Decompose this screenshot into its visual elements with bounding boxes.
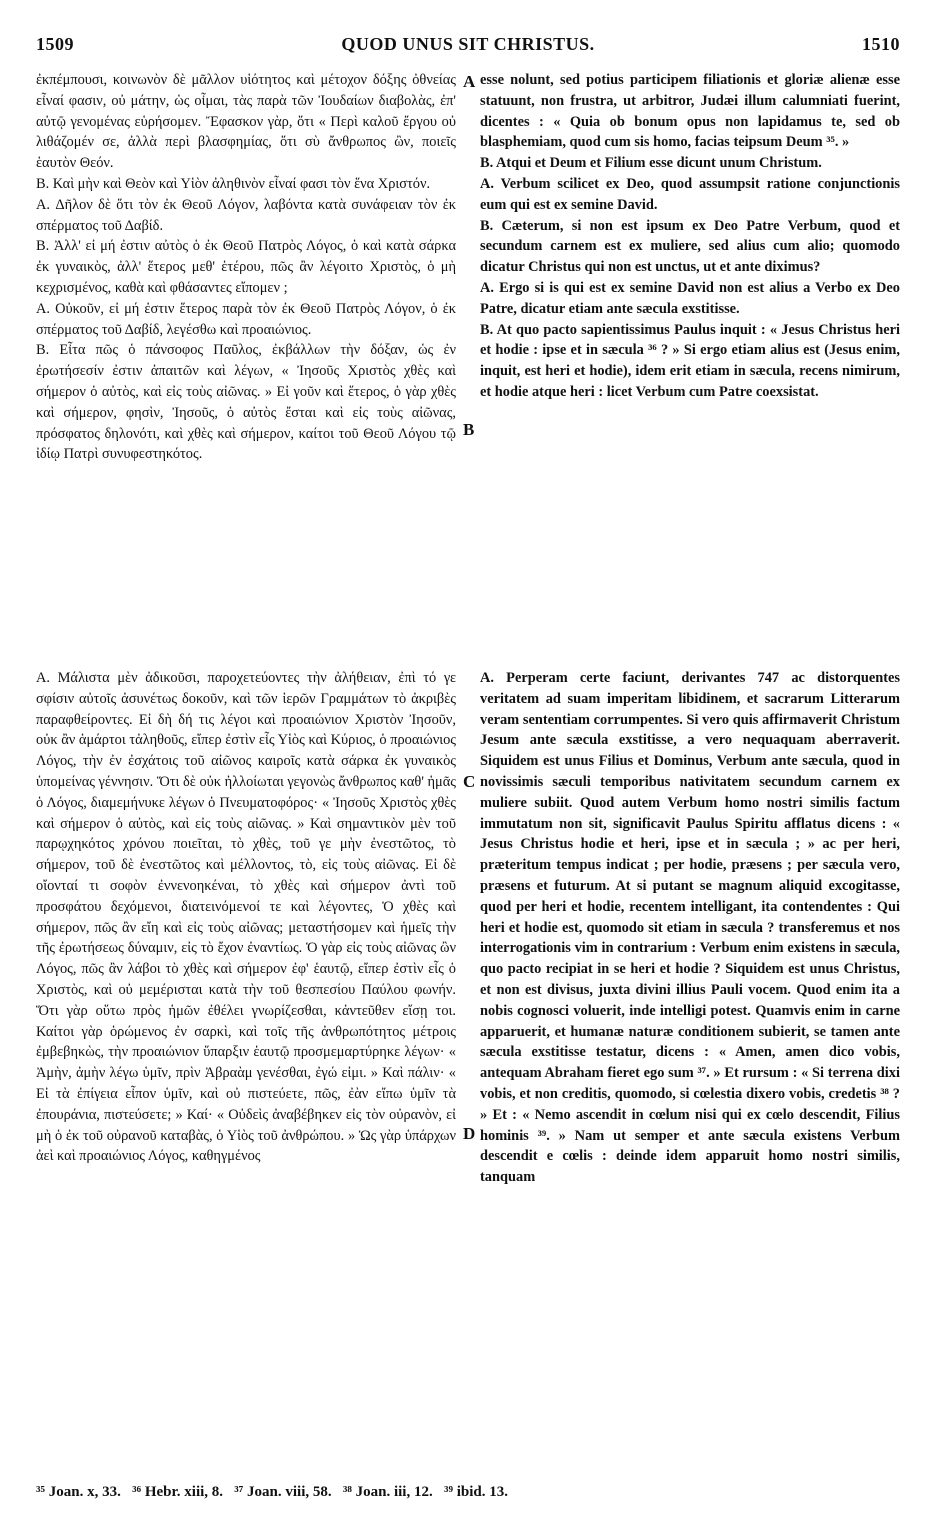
- latin-column-top: [480, 70, 904, 403]
- margin-letter-d: D: [463, 1124, 476, 1143]
- latin-paragraph: B. Atqui et Deum et Filium esse dicunt unum Christum.: [480, 155, 822, 172]
- latin-paragraph: B. At quo pacto sapientissimus Paulus inquit : « Jesus Christus heri et hodie : ipse et in sæcula ³⁶ ? » Si ergo etiam alius est (Jesus enim, inquit, est heri et hodie), idem erit etiam in sæcula, recens nimirum, et hodie atque heri : licet Verbum cum Patre coexsistat.: [480, 321, 904, 400]
- greek-column-bottom: [36, 668, 460, 1167]
- latin-paragraph: B. Cæterum, si non est ipsum ex Deo Patre Verbum, quod et secundum carnem est ex muliere, sed alius cum alio; quomodo dicatur Christus qui non est unctus, ut et ante diximus?: [480, 217, 904, 276]
- margin-letter-c: C: [463, 772, 476, 791]
- greek-paragraph: B. Εἶτα πῶς ὁ πάνσοφος Παῦλος, ἐκβάλλων τὴν δόξαν, ὡς ἐν ἐρωτήσεσίν ἐστιν ἀπαιτῶν καὶ λέγων, « Ἰησοῦς Χριστὸς χθὲς καὶ σήμερον ὁ αὐτὸς, καὶ εἰς τοὺς αἰῶνας. » Εἰ γοῦν καὶ ἕτερος, ὁ γὰρ χθὲς καὶ σήμερον, φησὶν, Ἰησοῦς, ὁ αὐτὸς ἔσται καὶ εἰς τοὺς αἰῶνας, πρόσφατος δηλονότι, καὶ χθὲς καὶ σήμερον, καίτοι τοῦ Θεοῦ Λόγου τῷ ἰδίῳ Πατρὶ συνυφεστηκότος.: [36, 342, 460, 463]
- running-title: QUOD UNUS SIT CHRISTUS.: [341, 34, 595, 54]
- latin-paragraph: A. Verbum scilicet ex Deo, quod assumpsit ratione conjunctionis eum qui est ex semine David.: [480, 175, 904, 213]
- latin-paragraph: esse nolunt, sed potius participem filiationis et gloriæ alienæ esse statuunt, non frustra, ut arbitror, Judæi illum calumniati fuerint, dicentes : « Quia ob bonum opus non lapidamus te, sed ob blasphemiam, quod cum sis homo, facias teipsum Deum ³⁵. »: [480, 72, 904, 151]
- latin-paragraph: A. Ergo si is qui est ex semine David non est alius a Verbo ex Deo Patre, dicatur etiam ante sæcula exstitisse.: [480, 279, 904, 317]
- greek-paragraph: ἐκπέμπουσι, κοινωνὸν δὲ μᾶλλον υἱότητος καὶ μέτοχον δόξης ὀθνείας εἶναί φασιν, οὐ μάτην, ὡς οἶμαι, τὰς παρὰ τῶν Ἰουδαίων διαβολὰς, ἐπ' αὐτῷ γενομένας εὑρήσομεν. Ἔφασκον γὰρ, ὅτι « Περὶ καλοῦ ἔργου οὐ λιθάζομέν σε, ἀλλὰ περὶ βλασφημίας, ὅτι σὺ ἄνθρωπος ὢν, ποιεῖς ἑαυτὸν Θεόν.: [36, 72, 460, 172]
- page-header: [36, 34, 900, 58]
- margin-letter-a: A: [463, 72, 476, 91]
- greek-paragraph: A. Δῆλον δὲ ὅτι τὸν ἐκ Θεοῦ Λόγον, λαβόντα κατὰ συνάφειαν τὸν ἐκ σπέρματος τοῦ Δαβίδ.: [36, 196, 460, 234]
- greek-paragraph: A. Οὐκοῦν, εἰ μή ἐστιν ἕτερος παρὰ τὸν ἐκ Θεοῦ Πατρὸς Λόγον, ὁ ἐκ σπέρματος τοῦ Δαβίδ, λεγέσθω καὶ προαιώνιος.: [36, 300, 460, 338]
- greek-column-top: [36, 70, 460, 465]
- greek-paragraph: B. Ἀλλ' εἰ μή ἐστιν αὐτὸς ὁ ἐκ Θεοῦ Πατρὸς Λόγος, ὁ καὶ κατὰ σάρκα ἐκ γυναικὸς, ἀλλ' ἕτερος μεθ' ἑτέρου, πῶς ἂν λέγοιτο Χριστὸς, ὁ μὴ κεχρισμένος, καθὰ καὶ φθάσαντες εἴπομεν ;: [36, 238, 460, 296]
- margin-letter-b: B: [463, 420, 475, 439]
- latin-paragraph: A. Perperam certe faciunt, derivantes 747 ac distorquentes veritatem ad suam imperitam libidinem, et sacrarum Litterarum veram sententiam corrumpentes. Si vero quis affirmaverit Christum Jesum ante sæcula exstitisse, a vero nequaquam aberraverit. Siquidem est unus Filius et Dominus, Verbum ante sæcula, quod in novissimis sæculi temporibus nativitatem secundum carnem ex muliere subiit. Quod autem Verbum homo nostri similis factum immutatum non sit, significavit Paulus Spiritu afflatus dicens : « Jesus Christus hodie et heri, ipse et in sæcula ; » ac per heri, præteritum tempus indicat ; per hodie, præsens ; per sæcula vero, præsens et futurum. At si putant se magnum aliquid excogitasse, quod per heri et hodie, recentem intelligant, ita contendentes : Qui heri et hodie est, quomodo sit etiam in sæcula ? transferemus et nos interrogationis vim in contrarium : Verbum enim existens in sæcula, quo pacto recipiat in se heri et hodie ? Siquidem est unus Christus, et non est divisus, juxta divini illius Pauli vocem. Quod enim ita a nobis cognosci voluerit, inde intelligi potest. Quamvis enim in carne apparuerit, et humanæ naturæ conditionem subierit, se tamen ante sæcula exstitisse testatur, dicens : « Amen, amen dico vobis, antequam Abraham fieret ego sum ³⁷. » Et rursum : « Si terrena dixi vobis, et non creditis, quomodo, si cœlestia dixero vobis, credetis ³⁸ ? » Et : « Nemo ascendit in cœlum nisi qui ex cœlo descendit, Filius hominis ³⁹. » Nam ut semper et ante sæcula existens Verbum descendit e cœlis : deinde idem apparuit homo nostri similis, tanquam: [480, 670, 904, 1186]
- latin-column-bottom: [480, 668, 904, 1188]
- greek-paragraph: B. Καὶ μὴν καὶ Θεὸν καὶ Υἱὸν ἀληθινὸν εἶναί φασι τὸν ἕνα Χριστόν.: [36, 175, 431, 192]
- footnotes: ³⁵ Joan. x, 33. ³⁶ Hebr. xiii, 8. ³⁷ Joan. viii, 58. ³⁸ Joan. iii, 12. ³⁹ ibid. 13.: [36, 1484, 508, 1500]
- greek-paragraph: A. Μάλιστα μὲν ἀδικοῦσι, παροχετεύοντες τὴν ἀλήθειαν, ἐπὶ τό γε σφίσιν αὐτοῖς ἀσυνέτως δοκοῦν, καὶ τῶν ἱερῶν Γραμμάτων τὸ ἀκριβὲς παραφθείροντες. Εἰ δὴ δή τις λέγοι καὶ προαιώνιον Χριστὸν Ἰησοῦν, οὐκ ἂν ἁμάρτοι τἀληθοῦς, εἴπερ ἐστὶν εἷς Υἱὸς καὶ Κύριος, ὁ προαιώνιος Λόγος, τὴν ἐν ἐσχάτοις τοῦ αἰῶνος καιροῖς κατὰ σάρκα ἐκ γυναικὸς ὑπομείνας γέννησιν. Ὅτι δὲ οὐκ ἠλλοίωται γεγονὼς ἄνθρωπος καθ' ἡμᾶς ὁ Λόγος, διαμεμήνυκε λέγων ὁ Πνευματοφόρος· « Ἰησοῦς Χριστὸς χθὲς καὶ σήμερον ὁ αὐτὸς, καὶ εἰς τοὺς αἰῶνας. » Καὶ σημαντικὸν μὲν τοῦ παρῳχηκότος χρόνου ποιεῖται, τὸ χθὲς, τοῦ γε μὴν ἐνεστῶτος, τὸ σήμερον, τοῦ δὲ ἐνεστῶτος καὶ μέλλοντος, τὸ, εἰς τοὺς αἰῶνας. Εἰ δὲ οἴονταί τι σοφὸν ἐννενοηκέναι, τὸ χθὲς καὶ σήμερον ἀντὶ τοῦ προσφάτου δεχόμενοι, διατεινόμενοί τε καὶ λέγοντες, Ὁ χθὲς καὶ σήμερον, πῶς ἂν εἴη καὶ εἰς τοὺς αἰῶνας; μεταστήσομεν καὶ ἡμεῖς τὴν τῆς ἐρωτήσεως δύναμιν, εἰς τὸ ἔχον ἐναντίως. Ὁ γὰρ εἰς τοὺς αἰῶνας ὢν Λόγος, πῶς ἂν λάβοι τὸ χθὲς καὶ σήμερον ἐφ' ἑαυτῷ, εἴπερ ἐστὶν εἷς ὁ Χριστὸς, καὶ οὐ μεμέρισται κατὰ τὴν τοῦ θεσπεσίου Παύλου φωνήν. Ὅτι γὰρ οὕτω πρὸς ἡμῶν ἐθέλει γνωρίζεσθαι, κἀντεῦθεν εἴσῃ τοι. Καίτοι γὰρ ὁρώμενος ἐν σαρκὶ, καὶ τοῖς τῆς ἀνθρωπότητος μέτροις ἐμβεβηκὼς, τὴν προαιώνιον ὕπαρξιν ἑαυτῷ προσμεμαρτύρηκε λέγων· « Ἀμὴν, ἀμὴν λέγω ὑμῖν, πρὶν Ἀβραὰμ γενέσθαι, ἐγώ εἰμι. » Καὶ πάλιν· « Εἰ τὰ ἐπίγεια εἶπον ὑμῖν, καὶ οὐ πιστεύετε, πῶς, ἐὰν εἴπω ὑμῖν τὰ ἐπουράνια, πιστεύσετε; » Καί· « Οὐδεὶς ἀναβέβηκεν εἰς τὸν οὐρανὸν, εἰ μὴ ὁ ἐκ τοῦ οὐρανοῦ καταβὰς, ὁ Υἱὸς τοῦ ἀνθρώπου. » Ὡς γὰρ ὑπάρχων ἀεὶ καὶ προαιώνιος Λόγος, καθηγμένος: [36, 670, 460, 1165]
- page-number-left: 1509: [36, 34, 74, 54]
- page-number-right: 1510: [862, 34, 900, 54]
